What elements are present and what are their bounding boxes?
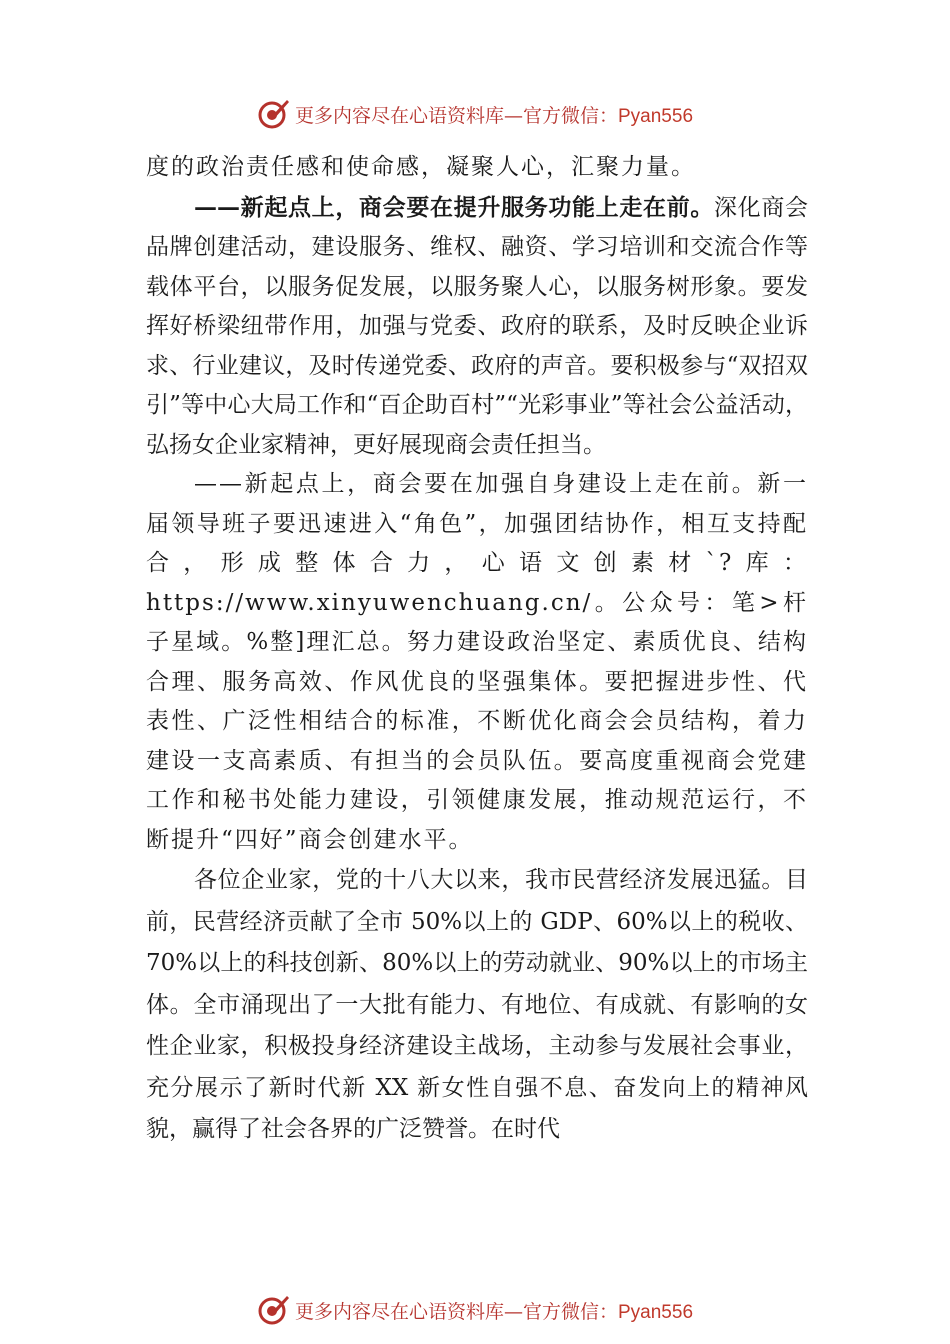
quill-logo-icon [257, 97, 291, 131]
paragraph-3: ——新起点上，商会要在加强自身建设上走在前。新一届领导班子要迅速进入“角色”，加强团结协作，相互支持配合，形成整体合力，心语文创素材`?库：https://www.xinyuwenchuang.cn/。公众号：笔>杆子星域。%整]理汇总。努力建设政治坚定、素质优良、结构合理、服务高效、作风优良的坚强集体。要把握进步性、代表性、广泛性相结合的标准，不断优化商会会员结构，着力建设一支高素质、有担当的会员队伍。要高度重视商会党建工作和秘书处能力建设，引领健康发展，推动规范运行，不断提升“四好”商会创建水平。 [146, 471, 808, 853]
header-banner [0, 94, 950, 134]
quill-logo-icon [257, 1293, 291, 1327]
document-body [146, 148, 808, 1151]
banner-label: 官方微信： [522, 104, 618, 127]
paragraph-4: 各位企业家，党的十八大以来，我市民营经济发展迅猛。目前，民营经济贡献了全市 50%以上的 GDP、60%以上的税收、70%以上的科技创新、80%以上的劳动就业、90%以上的市场主体。全市涌现出了一大批有能力、有地位、有成就、有影响的女性企业家，积极投身经济建设主战场，主动参与发展社会事业，充分展示了新时代新 XX 新女性自强不息、奋发向上的精神风貌，赢得了社会各界的广泛赞誉。在时代 [146, 867, 808, 1142]
banner-text [295, 1297, 693, 1324]
banner-text [295, 101, 693, 128]
banner-label: 官方微信： [522, 1300, 618, 1323]
banner-brand: 更多内容尽在心语资料库 [294, 104, 504, 127]
banner-dash: — [503, 104, 523, 127]
paragraph-2-text: 深化商会品牌创建活动，建设服务、维权、融资、学习培训和交流合作等载体平台，以服务促发展，以服务聚人心，以服务树形象。要发挥好桥梁纽带作用，加强与党委、政府的联系，及时反映企业诉求、行业建议，及时传递党委、政府的声音。要积极参与“双招双引”等中心大局工作和“百企助百村”“光彩事业”等社会公益活动，弘扬女企业家精神，更好展现商会责任担当。 [146, 194, 809, 458]
banner-brand: 更多内容尽在心语资料库 [294, 1300, 504, 1323]
banner-dash: — [503, 1300, 523, 1323]
banner-wechat-id: Pyan556 [618, 105, 694, 127]
paragraph-2 [146, 188, 808, 466]
banner-wechat-id: Pyan556 [618, 1301, 694, 1323]
paragraph-2-heading: ——新起点上，商会要在提升服务功能上走在前。 [194, 193, 714, 221]
paragraph-1: 度的政治责任感和使命感，凝聚人心，汇聚力量。 [146, 154, 696, 180]
footer-banner [0, 1290, 950, 1330]
